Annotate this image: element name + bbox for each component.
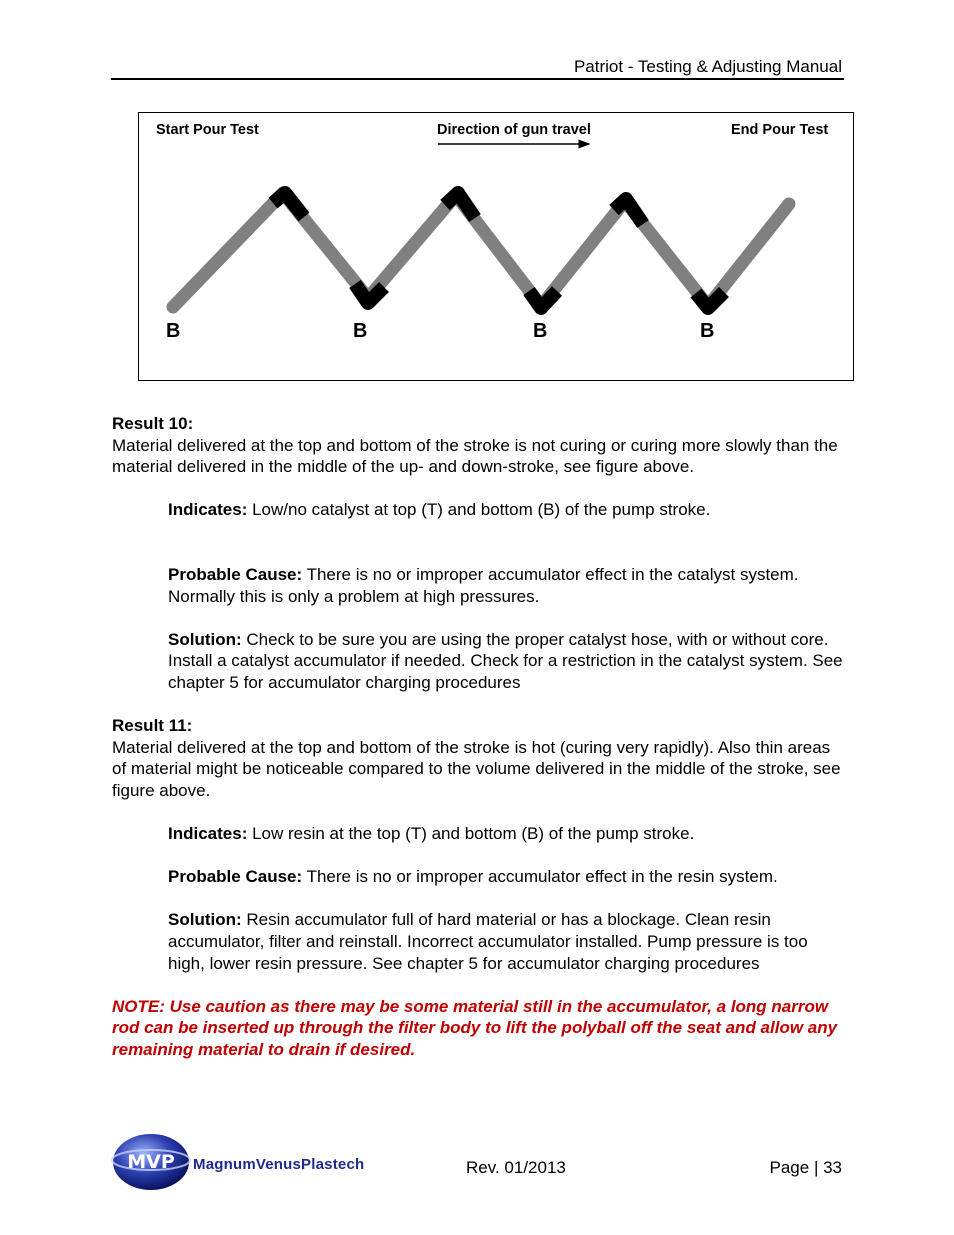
indicates-text: Low/no catalyst at top (T) and bottom (B) of the pump stroke. xyxy=(247,500,711,520)
result11-indicates xyxy=(168,823,847,845)
result11-body: Material delivered at the top and bottom of the stroke is hot (curing very rapidly). Also thin areas of material might be noticeable compared to the volume delivered in the middle of the stroke, see figure above. xyxy=(112,737,841,800)
turn-top-3 xyxy=(614,199,643,224)
header-rule xyxy=(111,78,844,80)
result11-heading: Result 11: xyxy=(112,716,193,736)
turn-top-2 xyxy=(445,193,475,218)
gray-stroke-path xyxy=(173,193,789,307)
start-pour-label: Start Pour Test xyxy=(156,122,259,138)
result11-solution xyxy=(168,909,847,974)
solution-text: Resin accumulator full of hard material or has a blockage. Clean resin accumulator, filter and reinstall. Incorrect accumulator installed. Pump pressure is too high, lower resin pressure. See chapter 5 for accumulator charging procedures xyxy=(168,910,808,973)
cause-text: There is no or improper accumulator effect in the resin system. xyxy=(302,867,778,887)
end-pour-label: End Pour Test xyxy=(731,122,829,138)
solution-label: Solution: xyxy=(168,629,242,649)
result10-cause xyxy=(168,564,847,607)
bottom-label-1: B xyxy=(166,320,181,342)
indicates-label: Indicates: xyxy=(168,500,248,520)
result10-solution xyxy=(168,629,847,694)
cause-label: Probable Cause: xyxy=(168,564,303,584)
solution-text: Check to be sure you are using the proper catalyst hose, with or without core. Install a catalyst accumulator if needed. Check for a restriction in the catalyst system. See chapter 5 for accumulator charging procedures xyxy=(168,629,843,692)
turn-top-1 xyxy=(273,193,304,217)
indicates-label: Indicates: xyxy=(168,824,248,844)
bottom-label-4: B xyxy=(700,320,715,342)
spray-pattern-figure xyxy=(138,112,854,381)
page-number: Page | 33 xyxy=(769,1158,842,1177)
zigzag-stroke-diagram xyxy=(139,113,855,382)
bottom-label-3: B xyxy=(533,320,548,342)
cause-text: There is no or improper accumulator effect in the catalyst system. Normally this is only a problem at high pressures. xyxy=(168,564,799,606)
solution-label: Solution: xyxy=(168,910,242,930)
mvp-logo-icon xyxy=(110,1130,192,1194)
revision: Rev. 01/2013 xyxy=(466,1158,566,1177)
bottom-label-2: B xyxy=(353,320,368,342)
logo-badge: MVP xyxy=(127,1151,175,1173)
logo-text: MagnumVenusPlastech xyxy=(193,1156,365,1173)
direction-label: Direction of gun travel xyxy=(437,122,591,138)
result10-heading: Result 10: xyxy=(112,414,194,433)
header-title: Patriot - Testing & Adjusting Manual xyxy=(573,57,842,76)
result10-body: Material delivered at the top and bottom of the stroke is not curing or curing more slowly than the material delivered in the middle of the up- and down-stroke, see figure above. xyxy=(112,435,838,477)
result10-indicates xyxy=(168,499,847,521)
caution-note: NOTE: Use caution as there may be some material still in the accumulator, a long narrow rod can be inserted up through the filter body to lift the polyball off the seat and allow any remaining material to drain if desired. xyxy=(112,996,838,1060)
manual-content xyxy=(112,413,847,1061)
result11-cause xyxy=(168,866,847,888)
indicates-text: Low resin at the top (T) and bottom (B) of the pump stroke. xyxy=(247,824,695,844)
cause-label: Probable Cause: xyxy=(168,867,303,887)
